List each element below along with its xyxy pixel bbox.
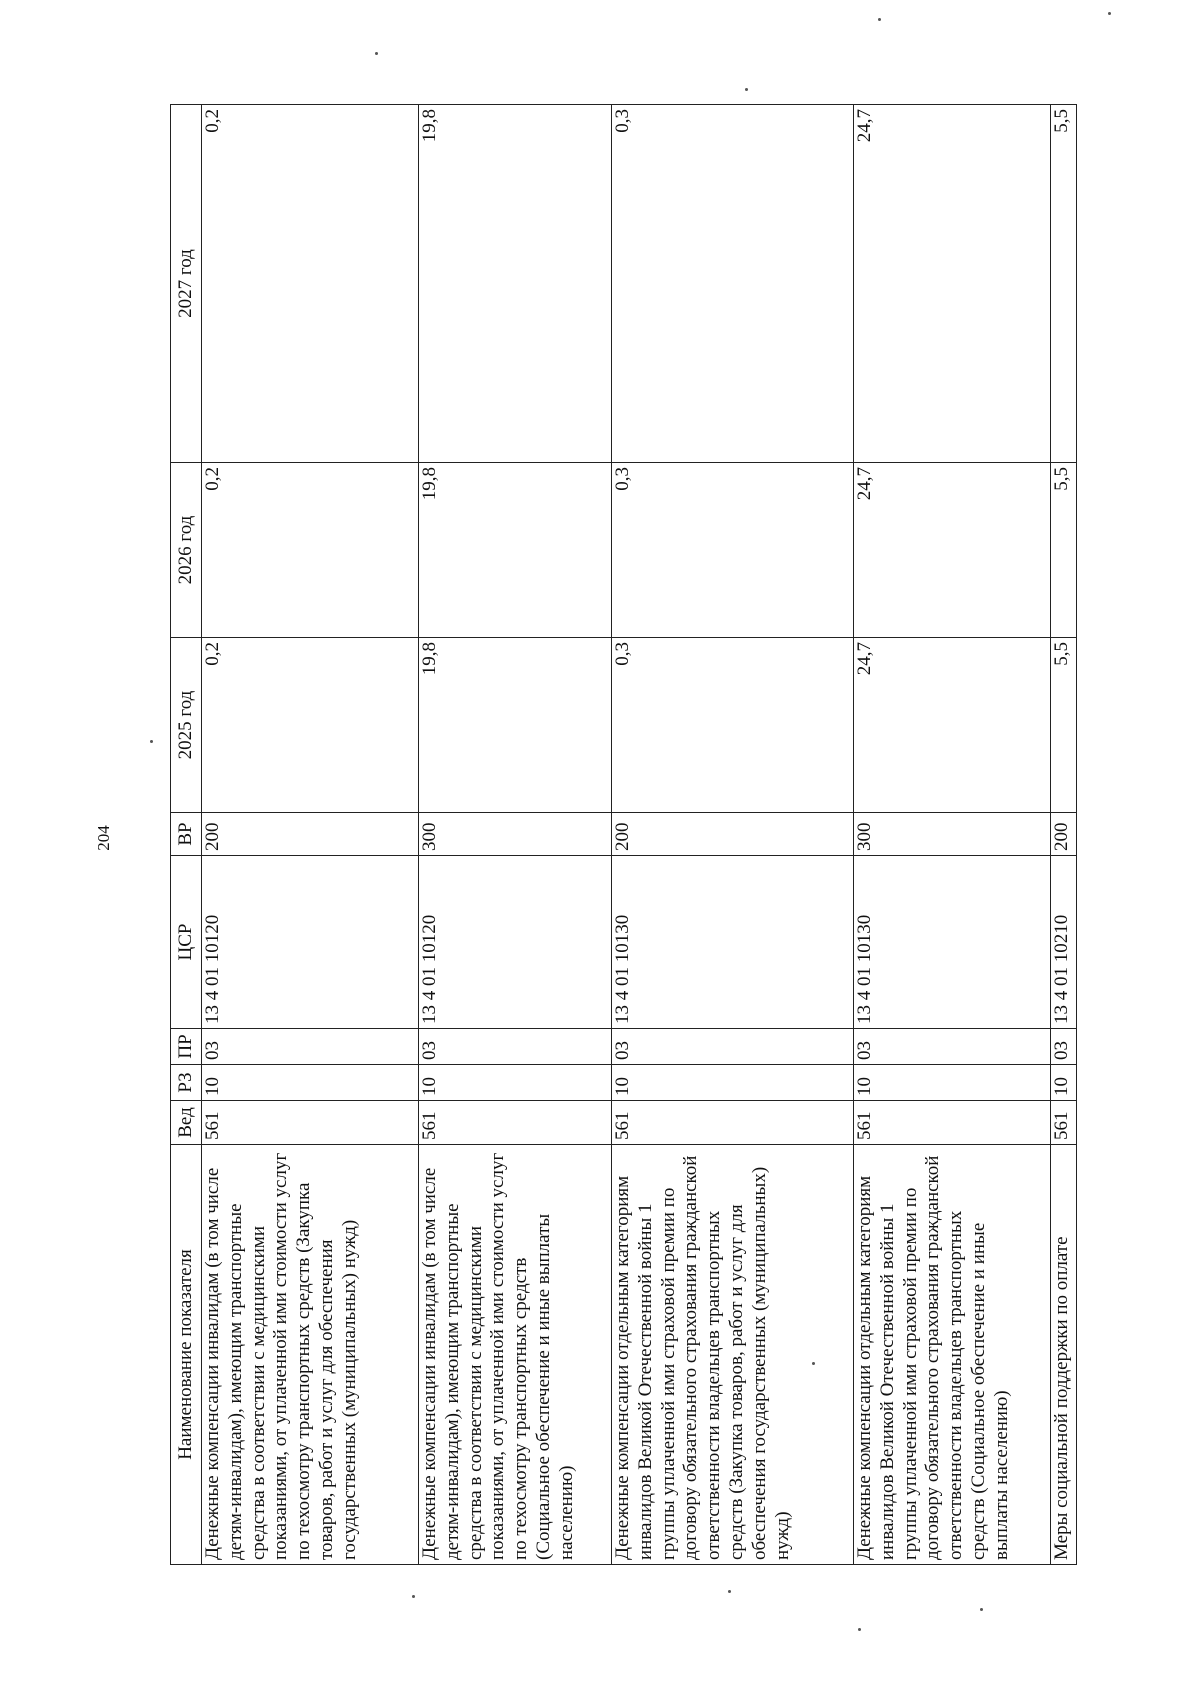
row-2026: 0,3 — [612, 463, 854, 638]
header-2025: 2025 год — [171, 638, 202, 813]
row-2027: 0,2 — [202, 105, 419, 463]
row-vr: 200 — [1051, 813, 1077, 856]
scan-speck — [375, 52, 378, 55]
row-2025: 19,8 — [419, 638, 612, 813]
row-csr: 13 4 01 10210 — [1051, 856, 1077, 1029]
scan-speck — [812, 1362, 815, 1365]
row-name: Денежные компенсации инвалидам (в том числе детям-инвалидам), имеющим транспортные средства в соответствии с медицинскими показаниями, от уплаченной ими стоимости услуг по техосмотру транспортных средств (Социальное обеспечение и иные выплаты населению) — [419, 1145, 612, 1565]
table-row — [612, 105, 854, 1565]
header-2026: 2026 год — [171, 463, 202, 638]
row-rz: 10 — [1051, 1065, 1077, 1101]
row-csr: 13 4 01 10130 — [612, 856, 854, 1029]
row-ved: 561 — [202, 1101, 419, 1145]
row-2027: 0,3 — [612, 105, 854, 463]
header-ved: Вед — [171, 1101, 202, 1145]
row-pr: 03 — [1051, 1029, 1077, 1065]
row-2026: 24,7 — [854, 463, 1051, 638]
row-2026: 0,2 — [202, 463, 419, 638]
budget-table — [170, 104, 1077, 1565]
header-2027: 2027 год — [171, 105, 202, 463]
row-ved: 561 — [612, 1101, 854, 1145]
row-2025: 5,5 — [1051, 638, 1077, 813]
row-ved: 561 — [419, 1101, 612, 1145]
scan-speck — [858, 1628, 861, 1631]
row-name: Денежные компенсации отдельным категориям инвалидов Великой Отечественной войны 1 группы уплаченной ими страховой премии по договору обязательного страхования гражданской ответственности владельцев транспортных средств (Социальное обеспечение и иные выплаты населению) — [854, 1145, 1051, 1565]
scan-speck — [878, 18, 881, 21]
row-vr: 300 — [854, 813, 1051, 856]
row-name: Денежные компенсации инвалидам (в том числе детям-инвалидам), имеющим транспортные средства в соответствии с медицинскими показаниями, от уплаченной ими стоимости услуг по техосмотру транспортных средств (Закупка товаров, работ и услуг для обеспечения государственных (муниципальных) нужд) — [202, 1145, 419, 1565]
header-vr: ВР — [171, 813, 202, 856]
table-row — [419, 105, 612, 1565]
row-rz: 10 — [419, 1065, 612, 1101]
rotated-table-container — [170, 105, 1075, 1565]
scan-speck — [728, 1590, 731, 1593]
row-rz: 10 — [202, 1065, 419, 1101]
row-pr: 03 — [202, 1029, 419, 1065]
row-csr: 13 4 01 10120 — [419, 856, 612, 1029]
scan-speck — [1108, 12, 1111, 15]
row-name: Меры социальной поддержки по оплате — [1051, 1145, 1077, 1565]
row-vr: 200 — [202, 813, 419, 856]
scan-speck — [980, 1608, 983, 1611]
row-ved: 561 — [854, 1101, 1051, 1145]
row-pr: 03 — [854, 1029, 1051, 1065]
row-2026: 5,5 — [1051, 463, 1077, 638]
row-pr: 03 — [419, 1029, 612, 1065]
header-pr: ПР — [171, 1029, 202, 1065]
row-csr: 13 4 01 10130 — [854, 856, 1051, 1029]
scan-speck — [412, 1595, 415, 1598]
row-2025: 0,3 — [612, 638, 854, 813]
header-csr: ЦСР — [171, 856, 202, 1029]
row-vr: 200 — [612, 813, 854, 856]
row-csr: 13 4 01 10120 — [202, 856, 419, 1029]
table-row — [202, 105, 419, 1565]
page-number: 204 — [94, 825, 113, 851]
row-2027: 19,8 — [419, 105, 612, 463]
row-2027: 5,5 — [1051, 105, 1077, 463]
row-ved: 561 — [1051, 1101, 1077, 1145]
table-row — [1051, 105, 1077, 1565]
scan-speck — [150, 740, 153, 743]
table-row — [854, 105, 1051, 1565]
row-2026: 19,8 — [419, 463, 612, 638]
row-pr: 03 — [612, 1029, 854, 1065]
row-name: Денежные компенсации отдельным категориям инвалидов Великой Отечественной войны 1 группы уплаченной ими страховой премии по договору обязательного страхования гражданской ответственности владельцев транспортных средств (Закупка товаров, работ и услуг для обеспечения государственных (муниципальных) нужд) — [612, 1145, 854, 1565]
row-rz: 10 — [612, 1065, 854, 1101]
row-2025: 24,7 — [854, 638, 1051, 813]
row-rz: 10 — [854, 1065, 1051, 1101]
scan-speck — [745, 88, 748, 91]
row-2027: 24,7 — [854, 105, 1051, 463]
header-name: Наименование показателя — [171, 1145, 202, 1565]
table-header-row — [171, 105, 202, 1565]
header-rz: РЗ — [171, 1065, 202, 1101]
row-2025: 0,2 — [202, 638, 419, 813]
row-vr: 300 — [419, 813, 612, 856]
